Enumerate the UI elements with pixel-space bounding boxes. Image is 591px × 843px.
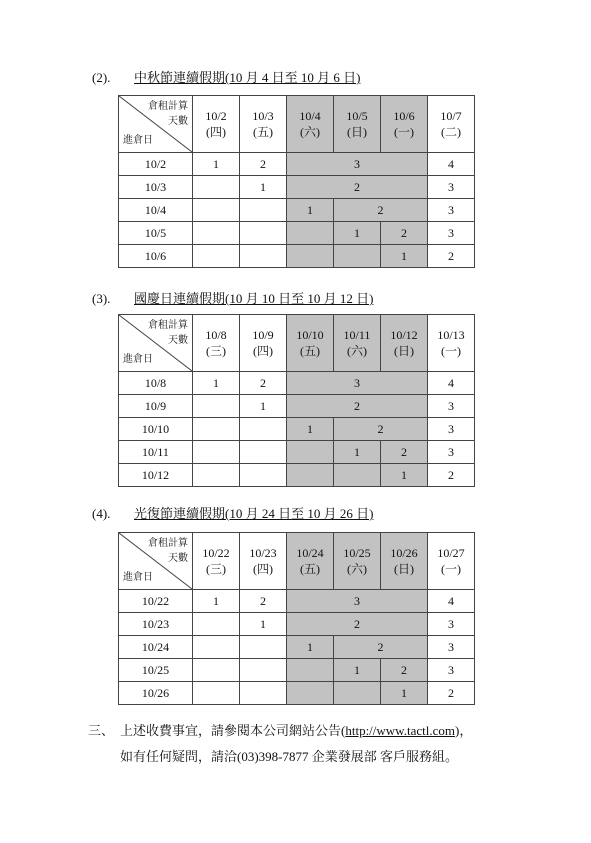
column-header-holiday: 10/24 (五) bbox=[287, 533, 334, 590]
row-label: 10/12 bbox=[119, 464, 193, 487]
section-heading: 光復節連續假期(10 月 24 日至 10 月 26 日) bbox=[134, 506, 374, 521]
column-header: 10/9 (四) bbox=[240, 315, 287, 372]
section-title-mid-autumn bbox=[92, 67, 360, 86]
column-header-holiday: 10/25 (六) bbox=[334, 533, 381, 590]
column-header-holiday: 10/6 (一) bbox=[381, 96, 428, 153]
table-row: 10/12 1 2 bbox=[119, 464, 475, 487]
column-header-holiday: 10/26 (日) bbox=[381, 533, 428, 590]
section-heading: 國慶日連續假期(10 月 10 日至 10 月 12 日) bbox=[134, 291, 374, 306]
table-row: 10/3 1 2 3 bbox=[119, 176, 475, 199]
table-row: 10/26 1 2 bbox=[119, 682, 475, 705]
table-corner-header: 倉租計算 天數 進倉日 bbox=[119, 96, 193, 153]
row-label: 10/6 bbox=[119, 245, 193, 268]
table-corner-header: 倉租計算 天數 進倉日 bbox=[119, 315, 193, 372]
column-header: 10/3 (五) bbox=[240, 96, 287, 153]
row-label: 10/22 bbox=[119, 590, 193, 613]
section-number: (3). bbox=[92, 291, 111, 306]
row-label: 10/2 bbox=[119, 153, 193, 176]
row-label: 10/25 bbox=[119, 659, 193, 682]
table-row: 10/4 1 2 3 bbox=[119, 199, 475, 222]
table-row: 10/11 1 2 3 bbox=[119, 441, 475, 464]
column-header: 10/2 (四) bbox=[193, 96, 240, 153]
table-row: 10/5 1 2 3 bbox=[119, 222, 475, 245]
column-header: 10/22 (三) bbox=[193, 533, 240, 590]
row-label: 10/8 bbox=[119, 372, 193, 395]
section-number: (2). bbox=[92, 70, 111, 85]
column-header-holiday: 10/12 (日) bbox=[381, 315, 428, 372]
column-header: 10/13 (一) bbox=[428, 315, 475, 372]
website-link[interactable]: http://www.tactl.com bbox=[345, 723, 455, 738]
table-corner-header: 倉租計算 天數 進倉日 bbox=[119, 533, 193, 590]
table-row: 10/6 1 2 bbox=[119, 245, 475, 268]
table-row: 10/8 1 2 3 4 bbox=[119, 372, 475, 395]
table-row: 10/9 1 2 3 bbox=[119, 395, 475, 418]
footer-note-line1: 三、 上述收費事宜，請參閱本公司網站公告(http://www.tactl.com)， bbox=[88, 720, 472, 739]
column-header: 10/23 (四) bbox=[240, 533, 287, 590]
row-label: 10/26 bbox=[119, 682, 193, 705]
table-row: 10/24 1 2 3 bbox=[119, 636, 475, 659]
table-row: 10/23 1 2 3 bbox=[119, 613, 475, 636]
column-header: 10/8 (三) bbox=[193, 315, 240, 372]
table-row: 10/10 1 2 3 bbox=[119, 418, 475, 441]
column-header: 10/7 (二) bbox=[428, 96, 475, 153]
table-row: 10/2 1 2 3 4 bbox=[119, 153, 475, 176]
column-header: 10/27 (一) bbox=[428, 533, 475, 590]
section-number: (4). bbox=[92, 506, 111, 521]
section-heading: 中秋節連續假期(10 月 4 日至 10 月 6 日) bbox=[134, 70, 361, 85]
footer-number: 三、 bbox=[88, 723, 115, 738]
section-title-retrocession-day bbox=[92, 503, 373, 522]
section-title-national-day bbox=[92, 288, 373, 307]
column-header-holiday: 10/4 (六) bbox=[287, 96, 334, 153]
row-label: 10/5 bbox=[119, 222, 193, 245]
row-label: 10/4 bbox=[119, 199, 193, 222]
table-row: 10/25 1 2 3 bbox=[119, 659, 475, 682]
row-label: 10/3 bbox=[119, 176, 193, 199]
column-header-holiday: 10/10 (五) bbox=[287, 315, 334, 372]
footer-note-line2: 如有任何疑問，請洽(03)398-7877 企業發展部 客戶服務組。 bbox=[120, 749, 458, 764]
row-label: 10/10 bbox=[119, 418, 193, 441]
storage-fee-table-retrocession-day bbox=[118, 532, 475, 705]
row-label: 10/24 bbox=[119, 636, 193, 659]
storage-fee-table-mid-autumn bbox=[118, 95, 475, 268]
column-header-holiday: 10/11 (六) bbox=[334, 315, 381, 372]
column-header-holiday: 10/5 (日) bbox=[334, 96, 381, 153]
table-row: 10/22 1 2 3 4 bbox=[119, 590, 475, 613]
row-label: 10/9 bbox=[119, 395, 193, 418]
storage-fee-table-national-day bbox=[118, 314, 475, 487]
row-label: 10/11 bbox=[119, 441, 193, 464]
row-label: 10/23 bbox=[119, 613, 193, 636]
